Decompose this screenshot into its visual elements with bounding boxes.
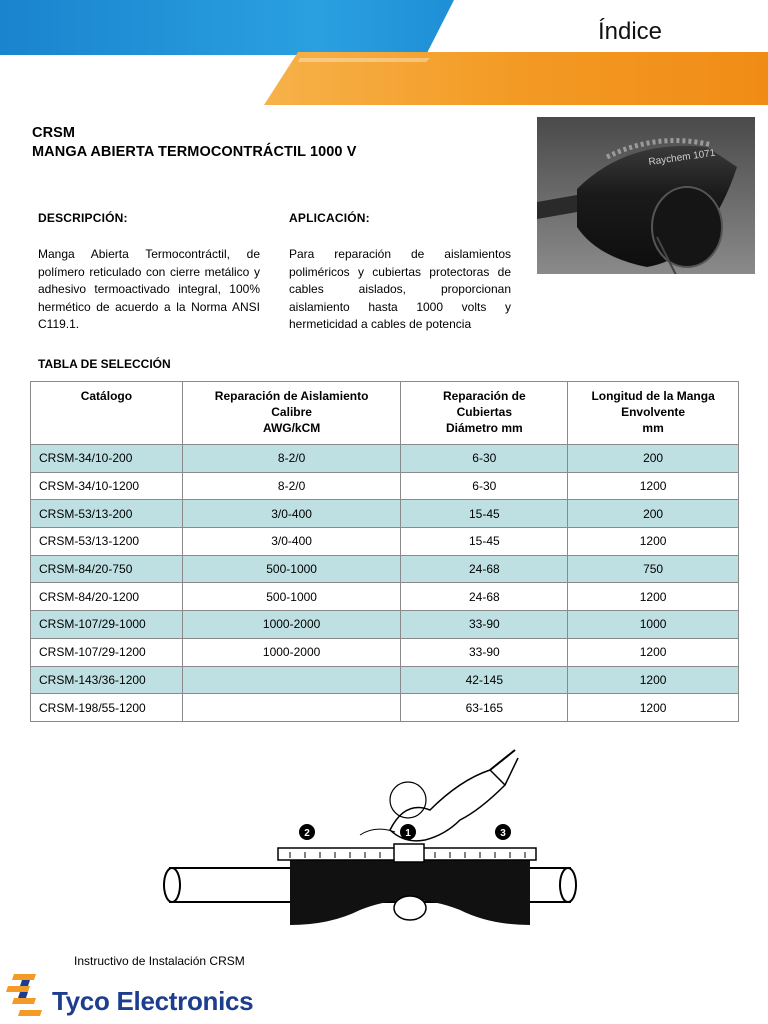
table-row bbox=[31, 472, 739, 500]
cell-length: 200 bbox=[568, 500, 739, 528]
cell-jacket: 63-165 bbox=[401, 694, 568, 722]
document-title bbox=[32, 124, 357, 162]
cell-length: 1200 bbox=[568, 472, 739, 500]
svg-text:3: 3 bbox=[500, 828, 506, 839]
cell-catalog: CRSM-34/10-1200 bbox=[31, 472, 183, 500]
step-marker-1 bbox=[400, 824, 416, 840]
cell-jacket: 33-90 bbox=[401, 611, 568, 639]
header-insulation: Reparación de Aislamiento Calibre AWG/kCM bbox=[182, 382, 401, 445]
photo-label: Raychem 1071 bbox=[647, 147, 717, 168]
tyco-logo-icon bbox=[6, 972, 46, 1016]
cell-catalog: CRSM-143/36-1200 bbox=[31, 666, 183, 694]
title-code: CRSM bbox=[32, 125, 76, 141]
cell-length: 1200 bbox=[568, 694, 739, 722]
cell-length: 1200 bbox=[568, 666, 739, 694]
cell-jacket: 15-45 bbox=[401, 528, 568, 556]
cell-length: 1200 bbox=[568, 528, 739, 556]
cell-length: 750 bbox=[568, 555, 739, 583]
index-link[interactable]: Índice bbox=[597, 18, 662, 45]
svg-text:2: 2 bbox=[304, 828, 310, 839]
cell-catalog: CRSM-107/29-1200 bbox=[31, 638, 183, 666]
svg-text:1: 1 bbox=[405, 828, 411, 839]
cell-insulation bbox=[182, 694, 401, 722]
cell-length: 1200 bbox=[568, 638, 739, 666]
cell-length: 1200 bbox=[568, 583, 739, 611]
description-text: Manga Abierta Termocontráctil, de polímero reticulado con cierre metálico y adhesivo termoactivado integral, 100% hermético de acuerdo a la Norma ANSI C119.1. bbox=[38, 247, 260, 331]
cell-length: 200 bbox=[568, 445, 739, 473]
cell-insulation: 1000-2000 bbox=[182, 611, 401, 639]
header-banner bbox=[0, 0, 768, 110]
table-row bbox=[31, 445, 739, 473]
application-heading: APLICACIÓN: bbox=[289, 211, 370, 225]
cell-catalog: CRSM-53/13-1200 bbox=[31, 528, 183, 556]
cell-catalog: CRSM-84/20-1200 bbox=[31, 583, 183, 611]
footer-caption: Instructivo de Instalación CRSM bbox=[74, 954, 245, 968]
table-row bbox=[31, 694, 739, 722]
cell-jacket: 6-30 bbox=[401, 445, 568, 473]
cell-insulation: 3/0-400 bbox=[182, 500, 401, 528]
cell-catalog: CRSM-107/29-1000 bbox=[31, 611, 183, 639]
cell-jacket: 15-45 bbox=[401, 500, 568, 528]
table-header-row bbox=[31, 382, 739, 445]
header-catalog: Catálogo bbox=[31, 382, 183, 445]
description-heading: DESCRIPCIÓN: bbox=[38, 211, 128, 225]
cell-catalog: CRSM-53/13-200 bbox=[31, 500, 183, 528]
header-jacket: Reparación de Cubiertas Diámetro mm bbox=[401, 382, 568, 445]
table-row bbox=[31, 611, 739, 639]
installation-diagram bbox=[160, 740, 580, 940]
cell-insulation: 500-1000 bbox=[182, 555, 401, 583]
cell-length: 1000 bbox=[568, 611, 739, 639]
table-row bbox=[31, 638, 739, 666]
table-row bbox=[31, 666, 739, 694]
header-graphic bbox=[0, 0, 768, 110]
cell-jacket: 24-68 bbox=[401, 555, 568, 583]
brand-logo bbox=[6, 970, 306, 1020]
cell-insulation: 1000-2000 bbox=[182, 638, 401, 666]
title-product: MANGA ABIERTA TERMOCONTRÁCTIL 1000 V bbox=[32, 144, 357, 160]
step-marker-3 bbox=[495, 824, 511, 840]
table-row bbox=[31, 555, 739, 583]
cell-insulation: 500-1000 bbox=[182, 583, 401, 611]
cell-insulation: 3/0-400 bbox=[182, 528, 401, 556]
step-marker-2 bbox=[299, 824, 315, 840]
cell-insulation: 8-2/0 bbox=[182, 472, 401, 500]
cell-catalog: CRSM-198/55-1200 bbox=[31, 694, 183, 722]
header-length: Longitud de la Manga Envolvente mm bbox=[568, 382, 739, 445]
selection-table bbox=[30, 381, 739, 722]
cell-insulation: 8-2/0 bbox=[182, 445, 401, 473]
cell-insulation bbox=[182, 666, 401, 694]
cell-jacket: 42-145 bbox=[401, 666, 568, 694]
product-photo bbox=[537, 117, 755, 274]
table-title: TABLA DE SELECCIÓN bbox=[38, 357, 171, 371]
cell-catalog: CRSM-34/10-200 bbox=[31, 445, 183, 473]
table-row bbox=[31, 528, 739, 556]
table-row bbox=[31, 583, 739, 611]
cell-catalog: CRSM-84/20-750 bbox=[31, 555, 183, 583]
cell-jacket: 33-90 bbox=[401, 638, 568, 666]
application-text: Para reparación de aislamientos poliméricos y cubiertas protectoras de cables aislados, proporcionan aislamiento hasta 1000 volts y hermeticidad a cables de potencia bbox=[289, 247, 511, 331]
table-row bbox=[31, 500, 739, 528]
cell-jacket: 24-68 bbox=[401, 583, 568, 611]
brand-name: Tyco Electronics bbox=[52, 986, 254, 1016]
cell-jacket: 6-30 bbox=[401, 472, 568, 500]
